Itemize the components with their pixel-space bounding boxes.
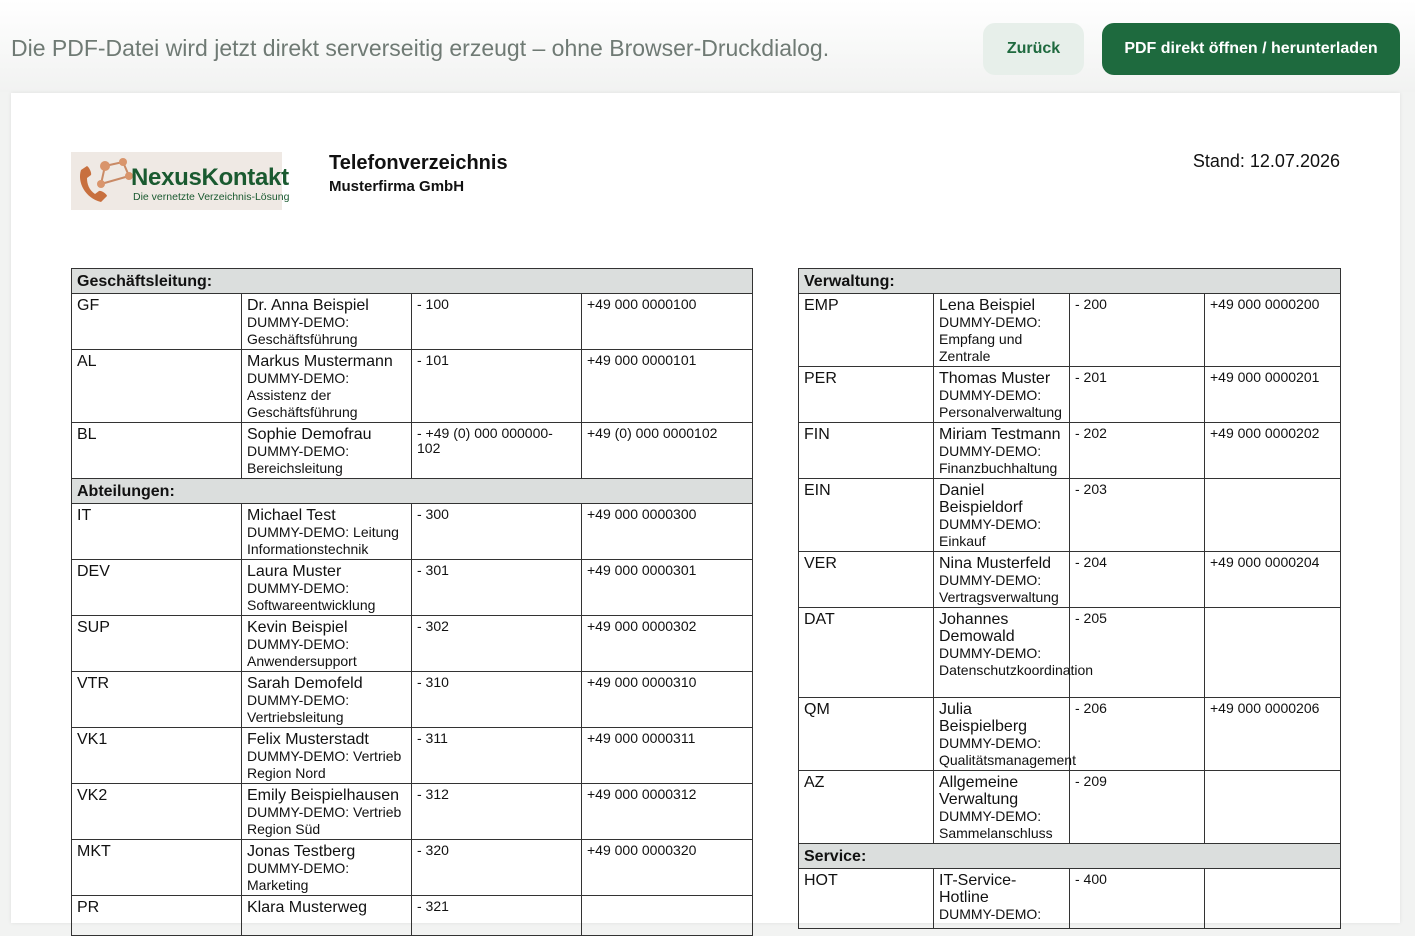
table-row xyxy=(799,367,1341,423)
contact-name: Laura Muster xyxy=(247,563,342,580)
phone-number: +49 (0) 000 0000102 xyxy=(582,423,753,479)
department-code: VER xyxy=(799,552,934,608)
contact-role: DUMMY-DEMO: Finanzbuchhaltung xyxy=(939,443,1058,476)
section-title: Geschäftsleitung: xyxy=(72,269,753,294)
department-code: DEV xyxy=(72,560,242,616)
phone-number: +49 000 0000202 xyxy=(1205,423,1341,479)
contact-cell xyxy=(242,294,412,350)
table-row xyxy=(799,294,1341,367)
section-header-row xyxy=(799,269,1341,294)
contact-name: Sophie Demofrau xyxy=(247,426,372,443)
table-row xyxy=(72,350,753,423)
extension: - 100 xyxy=(412,294,582,350)
extension: - 200 xyxy=(1070,294,1205,367)
contact-cell xyxy=(934,771,1070,844)
contact-name: Julia Beispielberg xyxy=(939,701,1028,735)
phone-number: +49 000 0000204 xyxy=(1205,552,1341,608)
table-row xyxy=(72,616,753,672)
phone-number: +49 000 0000201 xyxy=(1205,367,1341,423)
phone-number xyxy=(1205,608,1341,698)
contact-role: DUMMY-DEMO: Datenschutzkoordination xyxy=(939,645,1094,678)
contact-cell xyxy=(242,728,412,784)
table-row xyxy=(799,552,1341,608)
contact-role: DUMMY-DEMO: Geschäftsführung xyxy=(247,314,358,347)
contact-role: DUMMY-DEMO: Qualitätsmanagement xyxy=(939,735,1076,768)
table-row xyxy=(799,698,1341,771)
contact-name: Nina Musterfeld xyxy=(939,555,1052,572)
extension: - 206 xyxy=(1070,698,1205,771)
table-row xyxy=(72,896,753,936)
department-code: SUP xyxy=(72,616,242,672)
department-code: QM xyxy=(799,698,934,771)
department-code: IT xyxy=(72,504,242,560)
phone-number: +49 000 0000320 xyxy=(582,840,753,896)
section-title: Verwaltung: xyxy=(799,269,1341,294)
extension: - 321 xyxy=(412,896,582,936)
department-code: BL xyxy=(72,423,242,479)
contact-name: Dr. Anna Beispiel xyxy=(247,297,369,314)
table-row xyxy=(72,423,753,479)
extension: - 310 xyxy=(412,672,582,728)
table-row xyxy=(799,869,1341,929)
contact-cell xyxy=(242,784,412,840)
contact-name: Markus Mustermann xyxy=(247,353,393,370)
extension: - 301 xyxy=(412,560,582,616)
document-date: Stand: 12.07.2026 xyxy=(1192,151,1340,171)
contact-role: DUMMY-DEMO: Vertragsverwaltung xyxy=(939,572,1059,605)
contact-cell xyxy=(934,423,1070,479)
table-row xyxy=(72,672,753,728)
phone-number: +49 000 0000206 xyxy=(1205,698,1341,771)
table-row xyxy=(799,771,1341,844)
table-row xyxy=(799,423,1341,479)
contact-cell xyxy=(934,869,1070,929)
department-code: AL xyxy=(72,350,242,423)
contact-name: Daniel Beispieldorf xyxy=(939,482,1023,516)
department-code: VTR xyxy=(72,672,242,728)
table-row xyxy=(72,840,753,896)
contact-name: Emily Beispielhausen xyxy=(247,787,400,804)
contact-cell xyxy=(242,350,412,423)
back-button[interactable]: Zurück xyxy=(983,23,1084,75)
department-code: HOT xyxy=(799,869,934,929)
table-row xyxy=(72,294,753,350)
directory-table-left xyxy=(71,268,753,936)
table-row xyxy=(799,608,1341,698)
extension: - 311 xyxy=(412,728,582,784)
contact-role: DUMMY-DEMO: Empfang und Zentrale xyxy=(939,314,1042,364)
contact-name: Sarah Demofeld xyxy=(247,675,363,692)
contact-name: Johannes Demowald xyxy=(939,611,1015,645)
extension: - +49 (0) 000 000000-102 xyxy=(412,423,582,479)
contact-role: DUMMY-DEMO: Einkauf xyxy=(939,516,1042,549)
extension: - 101 xyxy=(412,350,582,423)
top-bar xyxy=(0,0,1415,92)
contact-name: Jonas Testberg xyxy=(247,843,356,860)
contact-role: DUMMY-DEMO: Vertrieb Region Süd xyxy=(247,804,402,837)
contact-name: Michael Test xyxy=(247,507,336,524)
contact-role: DUMMY-DEMO: Marketing xyxy=(247,860,350,893)
contact-role: DUMMY-DEMO: Assistenz der Geschäftsführung xyxy=(247,370,358,420)
phone-number: +49 000 0000311 xyxy=(582,728,753,784)
phone-number xyxy=(1205,479,1341,552)
department-code: EIN xyxy=(799,479,934,552)
phone-number: +49 000 0000312 xyxy=(582,784,753,840)
contact-name: Allgemeine Verwaltung xyxy=(939,774,1019,808)
department-code: DAT xyxy=(799,608,934,698)
contact-role: DUMMY-DEMO: Vertriebsleitung xyxy=(247,692,350,725)
phone-number: +49 000 0000100 xyxy=(582,294,753,350)
phone-number: +49 000 0000200 xyxy=(1205,294,1341,367)
section-title: Service: xyxy=(799,844,1341,869)
department-code: VK1 xyxy=(72,728,242,784)
logo-tagline: Die vernetzte Verzeichnis-Lösung xyxy=(133,191,290,203)
contact-cell xyxy=(242,504,412,560)
department-code: PER xyxy=(799,367,934,423)
phone-number: +49 000 0000302 xyxy=(582,616,753,672)
extension: - 312 xyxy=(412,784,582,840)
contact-role: DUMMY-DEMO: Personalverwaltung xyxy=(939,387,1062,420)
contact-role: DUMMY-DEMO: Bereichsleitung xyxy=(247,443,350,476)
section-header-row xyxy=(72,479,753,504)
contact-role: DUMMY-DEMO: Leitung Informationstechnik xyxy=(247,524,399,557)
contact-role: DUMMY-DEMO: Sammelanschluss xyxy=(939,808,1053,841)
contact-cell xyxy=(242,560,412,616)
contact-name: Thomas Muster xyxy=(939,370,1051,387)
extension: - 320 xyxy=(412,840,582,896)
department-code: FIN xyxy=(799,423,934,479)
table-row xyxy=(799,479,1341,552)
document-page xyxy=(11,93,1400,923)
contact-role: DUMMY-DEMO: xyxy=(939,906,1042,922)
extension: - 400 xyxy=(1070,869,1205,929)
contact-cell xyxy=(242,616,412,672)
department-code: VK2 xyxy=(72,784,242,840)
department-code: MKT xyxy=(72,840,242,896)
phone-number xyxy=(582,896,753,936)
section-title: Abteilungen: xyxy=(72,479,753,504)
table-row xyxy=(72,784,753,840)
phone-number: +49 000 0000300 xyxy=(582,504,753,560)
phone-number xyxy=(1205,869,1341,929)
contact-role: DUMMY-DEMO: Vertrieb Region Nord xyxy=(247,748,402,781)
right-table-body xyxy=(799,269,1341,929)
phone-number: +49 000 0000101 xyxy=(582,350,753,423)
info-text: Die PDF-Datei wird jetzt direkt serverseitig erzeugt – ohne Browser-Druckdialog. xyxy=(11,35,830,61)
left-table-body xyxy=(72,269,753,936)
company-logo xyxy=(71,152,290,210)
extension: - 204 xyxy=(1070,552,1205,608)
extension: - 205 xyxy=(1070,608,1205,698)
section-header-row xyxy=(799,844,1341,869)
extension: - 300 xyxy=(412,504,582,560)
document-title: Telefonverzeichnis xyxy=(329,152,508,174)
extension: - 201 xyxy=(1070,367,1205,423)
department-code: EMP xyxy=(799,294,934,367)
contact-name: IT-Service-Hotline xyxy=(939,872,1017,906)
contact-cell xyxy=(242,840,412,896)
extension: - 203 xyxy=(1070,479,1205,552)
contact-name: Lena Beispiel xyxy=(939,297,1036,314)
directory-table-right xyxy=(798,268,1341,929)
section-header-row xyxy=(72,269,753,294)
open-pdf-button[interactable]: PDF direkt öffnen / herunterladen xyxy=(1102,23,1400,75)
phone-number xyxy=(1205,771,1341,844)
table-row xyxy=(72,504,753,560)
contact-cell xyxy=(242,423,412,479)
contact-name: Felix Musterstadt xyxy=(247,731,369,748)
table-row xyxy=(72,728,753,784)
department-code: PR xyxy=(72,896,242,936)
table-row xyxy=(72,560,753,616)
extension: - 302 xyxy=(412,616,582,672)
contact-role: DUMMY-DEMO: Anwendersupport xyxy=(247,636,357,669)
contact-role: DUMMY-DEMO: Softwareentwicklung xyxy=(247,580,376,613)
phone-number: +49 000 0000301 xyxy=(582,560,753,616)
logo-brand: NexusKontakt xyxy=(131,164,289,191)
contact-cell xyxy=(934,479,1070,552)
contact-cell xyxy=(934,698,1076,771)
contact-cell xyxy=(934,552,1070,608)
department-code: AZ xyxy=(799,771,934,844)
contact-name: Kevin Beispiel xyxy=(247,619,348,636)
contact-cell xyxy=(934,294,1070,367)
extension: - 209 xyxy=(1070,771,1205,844)
contact-name: Miriam Testmann xyxy=(939,426,1061,443)
contact-cell xyxy=(242,672,412,728)
company-name: Musterfirma GmbH xyxy=(329,178,465,195)
contact-cell xyxy=(242,896,412,936)
contact-name: Klara Musterweg xyxy=(247,899,368,916)
contact-cell xyxy=(934,367,1070,423)
department-code: GF xyxy=(72,294,242,350)
phone-number: +49 000 0000310 xyxy=(582,672,753,728)
extension: - 202 xyxy=(1070,423,1205,479)
